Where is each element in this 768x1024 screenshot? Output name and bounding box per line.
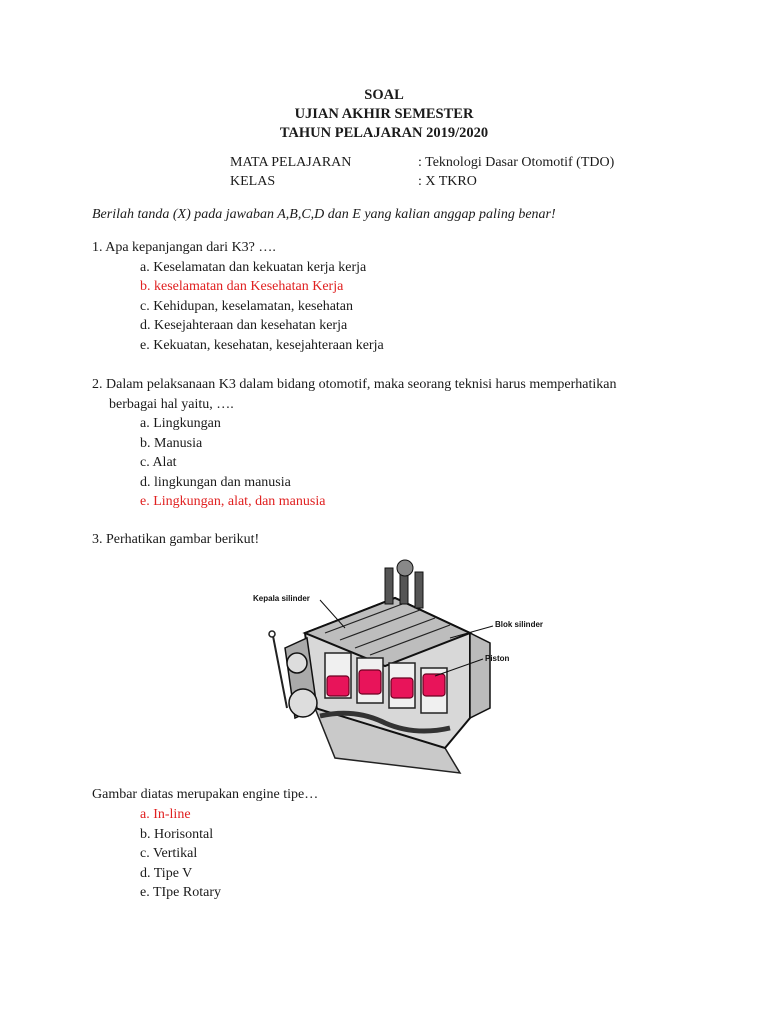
question-2-option-e[interactable]: e. Lingkungan, alat, dan manusia — [140, 494, 326, 509]
question-1-options — [92, 258, 692, 356]
question-3 — [92, 530, 692, 550]
engine-figure — [245, 558, 545, 786]
question-3-options — [140, 805, 221, 903]
meta-subject-value: : Teknologi Dasar Otomotif (TDO) — [418, 155, 615, 170]
label-piston: Piston — [485, 654, 510, 663]
exam-meta — [230, 153, 614, 191]
question-1-option-c[interactable]: c. Kehidupan, keselamatan, kesehatan — [140, 298, 354, 314]
question-1-text: 1. Apa kepanjangan dari K3? …. — [92, 240, 276, 255]
meta-class-value: : X TKRO — [418, 174, 477, 189]
label-cylinder-block: Blok silinder — [495, 620, 544, 629]
question-2-option-a[interactable]: a. Lingkungan — [140, 416, 221, 431]
meta-class-key: KELAS — [230, 174, 276, 189]
exam-header — [0, 86, 768, 143]
question-3-option-e[interactable]: e. TIpe Rotary — [140, 885, 221, 900]
instruction-text: Berilah tanda (X) pada jawaban A,B,C,D dan E yang kalian anggap paling benar! — [92, 207, 556, 222]
question-2-option-d[interactable]: d. lingkungan dan manusia — [140, 474, 291, 490]
meta-subject-key: MATA PELAJARAN — [230, 155, 352, 170]
question-2 — [92, 375, 692, 512]
question-1-option-b[interactable]: b. keselamatan dan Kesehatan Kerja — [140, 279, 344, 294]
meta-subject-row — [230, 153, 614, 172]
question-3-option-a[interactable]: a. In-line — [140, 807, 191, 822]
engine-illustration-icon — [245, 558, 545, 786]
question-2-option-b[interactable]: b. Manusia — [140, 435, 203, 451]
header-title: SOAL — [364, 87, 404, 103]
question-1 — [92, 238, 692, 355]
question-1-option-e[interactable]: e. Kekuatan, kesehatan, kesejahteraan kerja — [140, 337, 384, 353]
question-3-caption: Gambar diatas merupakan engine tipe… — [92, 787, 319, 802]
question-3-option-c[interactable]: c. Vertikal — [140, 846, 198, 861]
question-1-option-a[interactable]: a. Keselamatan dan kekuatan kerja kerja — [140, 259, 367, 275]
header-exam-name: UJIAN AKHIR SEMESTER — [294, 106, 474, 122]
question-2-text: 2. Dalam pelaksanaan K3 dalam bidang otomotif, maka seorang teknisi harus memperhatikan — [92, 377, 617, 392]
question-3-option-b[interactable]: b. Horisontal — [140, 826, 214, 842]
question-3-text: 3. Perhatikan gambar berikut! — [92, 532, 260, 547]
label-cylinder-head: Kepala silinder — [253, 594, 310, 603]
header-school-year: TAHUN PELAJARAN 2019/2020 — [279, 125, 489, 141]
question-1-option-d[interactable]: d. Kesejahteraan dan kesehatan kerja — [140, 318, 348, 333]
question-2-text-cont: berbagai hal yaitu, …. — [109, 396, 234, 412]
meta-class-row — [230, 172, 614, 191]
question-2-options — [92, 414, 692, 512]
question-2-option-c[interactable]: c. Alat — [140, 455, 177, 470]
question-3-option-d[interactable]: d. Tipe V — [140, 865, 193, 881]
